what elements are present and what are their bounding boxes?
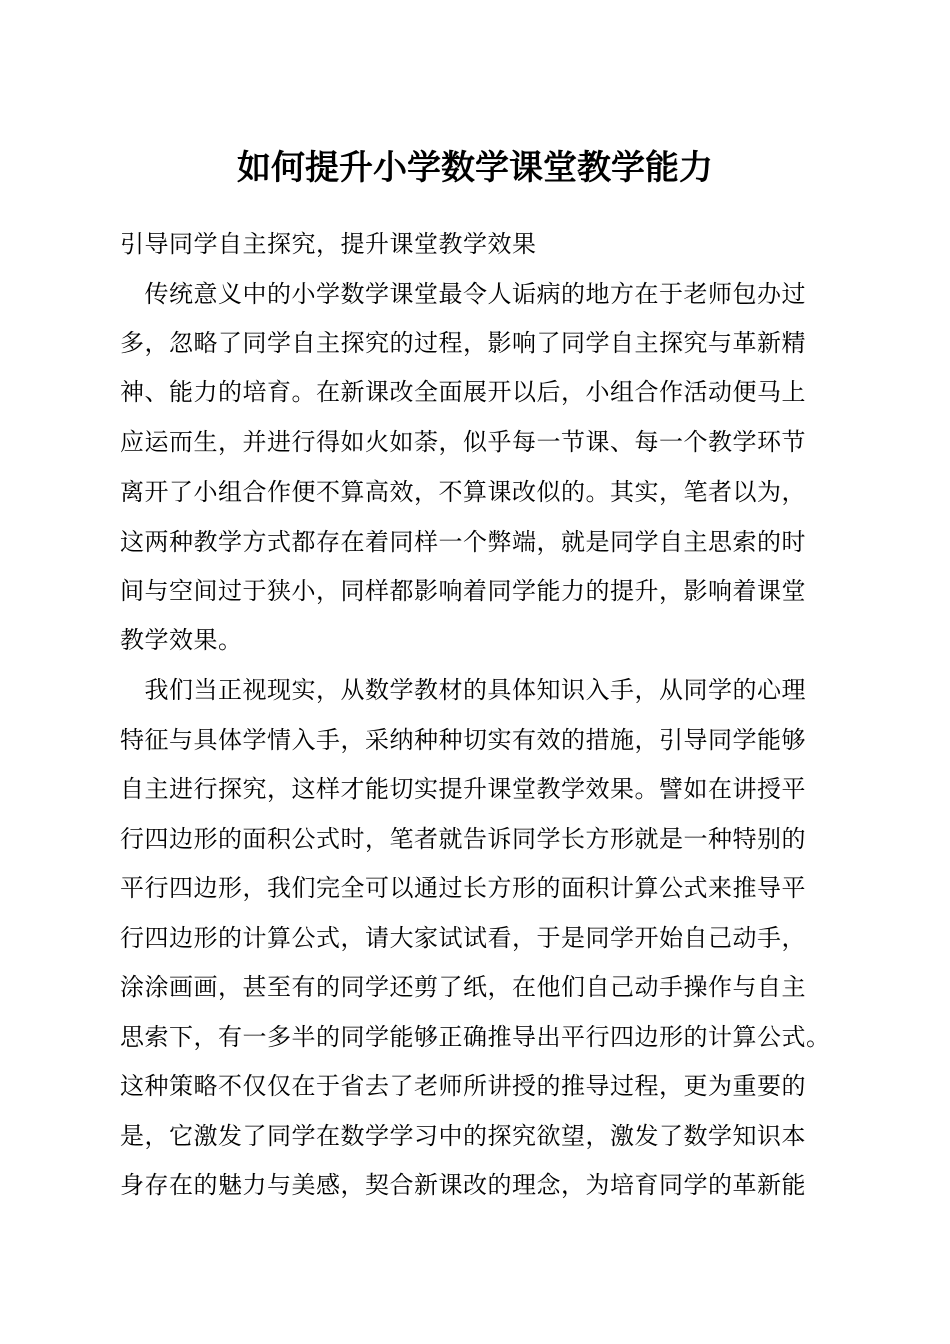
body-line: 神、能力的培育。在新课改全面展开以后，小组合作活动便马上 <box>120 378 806 406</box>
body-line: 特征与具体学情入手，采纳种种切实有效的措施，引导同学能够 <box>120 726 806 754</box>
body-line: 我们当正视现实，从数学教材的具体知识入手，从同学的心理 <box>120 676 806 704</box>
body-line: 是，它激发了同学在数学学习中的探究欲望，激发了数学知识本 <box>120 1122 806 1150</box>
body-line: 间与空间过于狭小，同样都影响着同学能力的提升，影响着课堂 <box>120 577 806 605</box>
body-line: 自主进行探究，这样才能切实提升课堂教学效果。譬如在讲授平 <box>120 775 806 803</box>
document-subtitle: 引导同学自主探究，提升课堂教学效果 <box>120 230 537 258</box>
body-line: 这两种教学方式都存在着同样一个弊端，就是同学自主思索的时 <box>120 528 806 556</box>
body-line: 行四边形的计算公式，请大家试试看，于是同学开始自己动手， <box>120 924 806 952</box>
body-line: 这种策略不仅仅在于省去了老师所讲授的推导过程，更为重要的 <box>120 1072 806 1100</box>
body-line: 应运而生，并进行得如火如荼，似乎每一节课、每一个教学环节 <box>120 428 806 456</box>
body-line: 涂涂画画，甚至有的同学还剪了纸，在他们自己动手操作与自主 <box>120 973 806 1001</box>
body-line: 身存在的魅力与美感，契合新课改的理念，为培育同学的革新能 <box>120 1171 806 1199</box>
body-line: 平行四边形，我们完全可以通过长方形的面积计算公式来推导平 <box>120 874 806 902</box>
body-line: 传统意义中的小学数学课堂最令人诟病的地方在于老师包办过 <box>120 280 806 308</box>
body-line: 教学效果。 <box>120 626 243 654</box>
body-line: 思索下，有一多半的同学能够正确推导出平行四边形的计算公式。 <box>120 1023 831 1051</box>
body-line: 行四边形的面积公式时，笔者就告诉同学长方形就是一种特别的 <box>120 825 806 853</box>
body-line: 离开了小组合作便不算高效，不算课改似的。其实，笔者以为， <box>120 478 806 506</box>
body-line: 多，忽略了同学自主探究的过程，影响了同学自主探究与革新精 <box>120 329 806 357</box>
document-title: 如何提升小学数学课堂教学能力 <box>237 148 713 188</box>
